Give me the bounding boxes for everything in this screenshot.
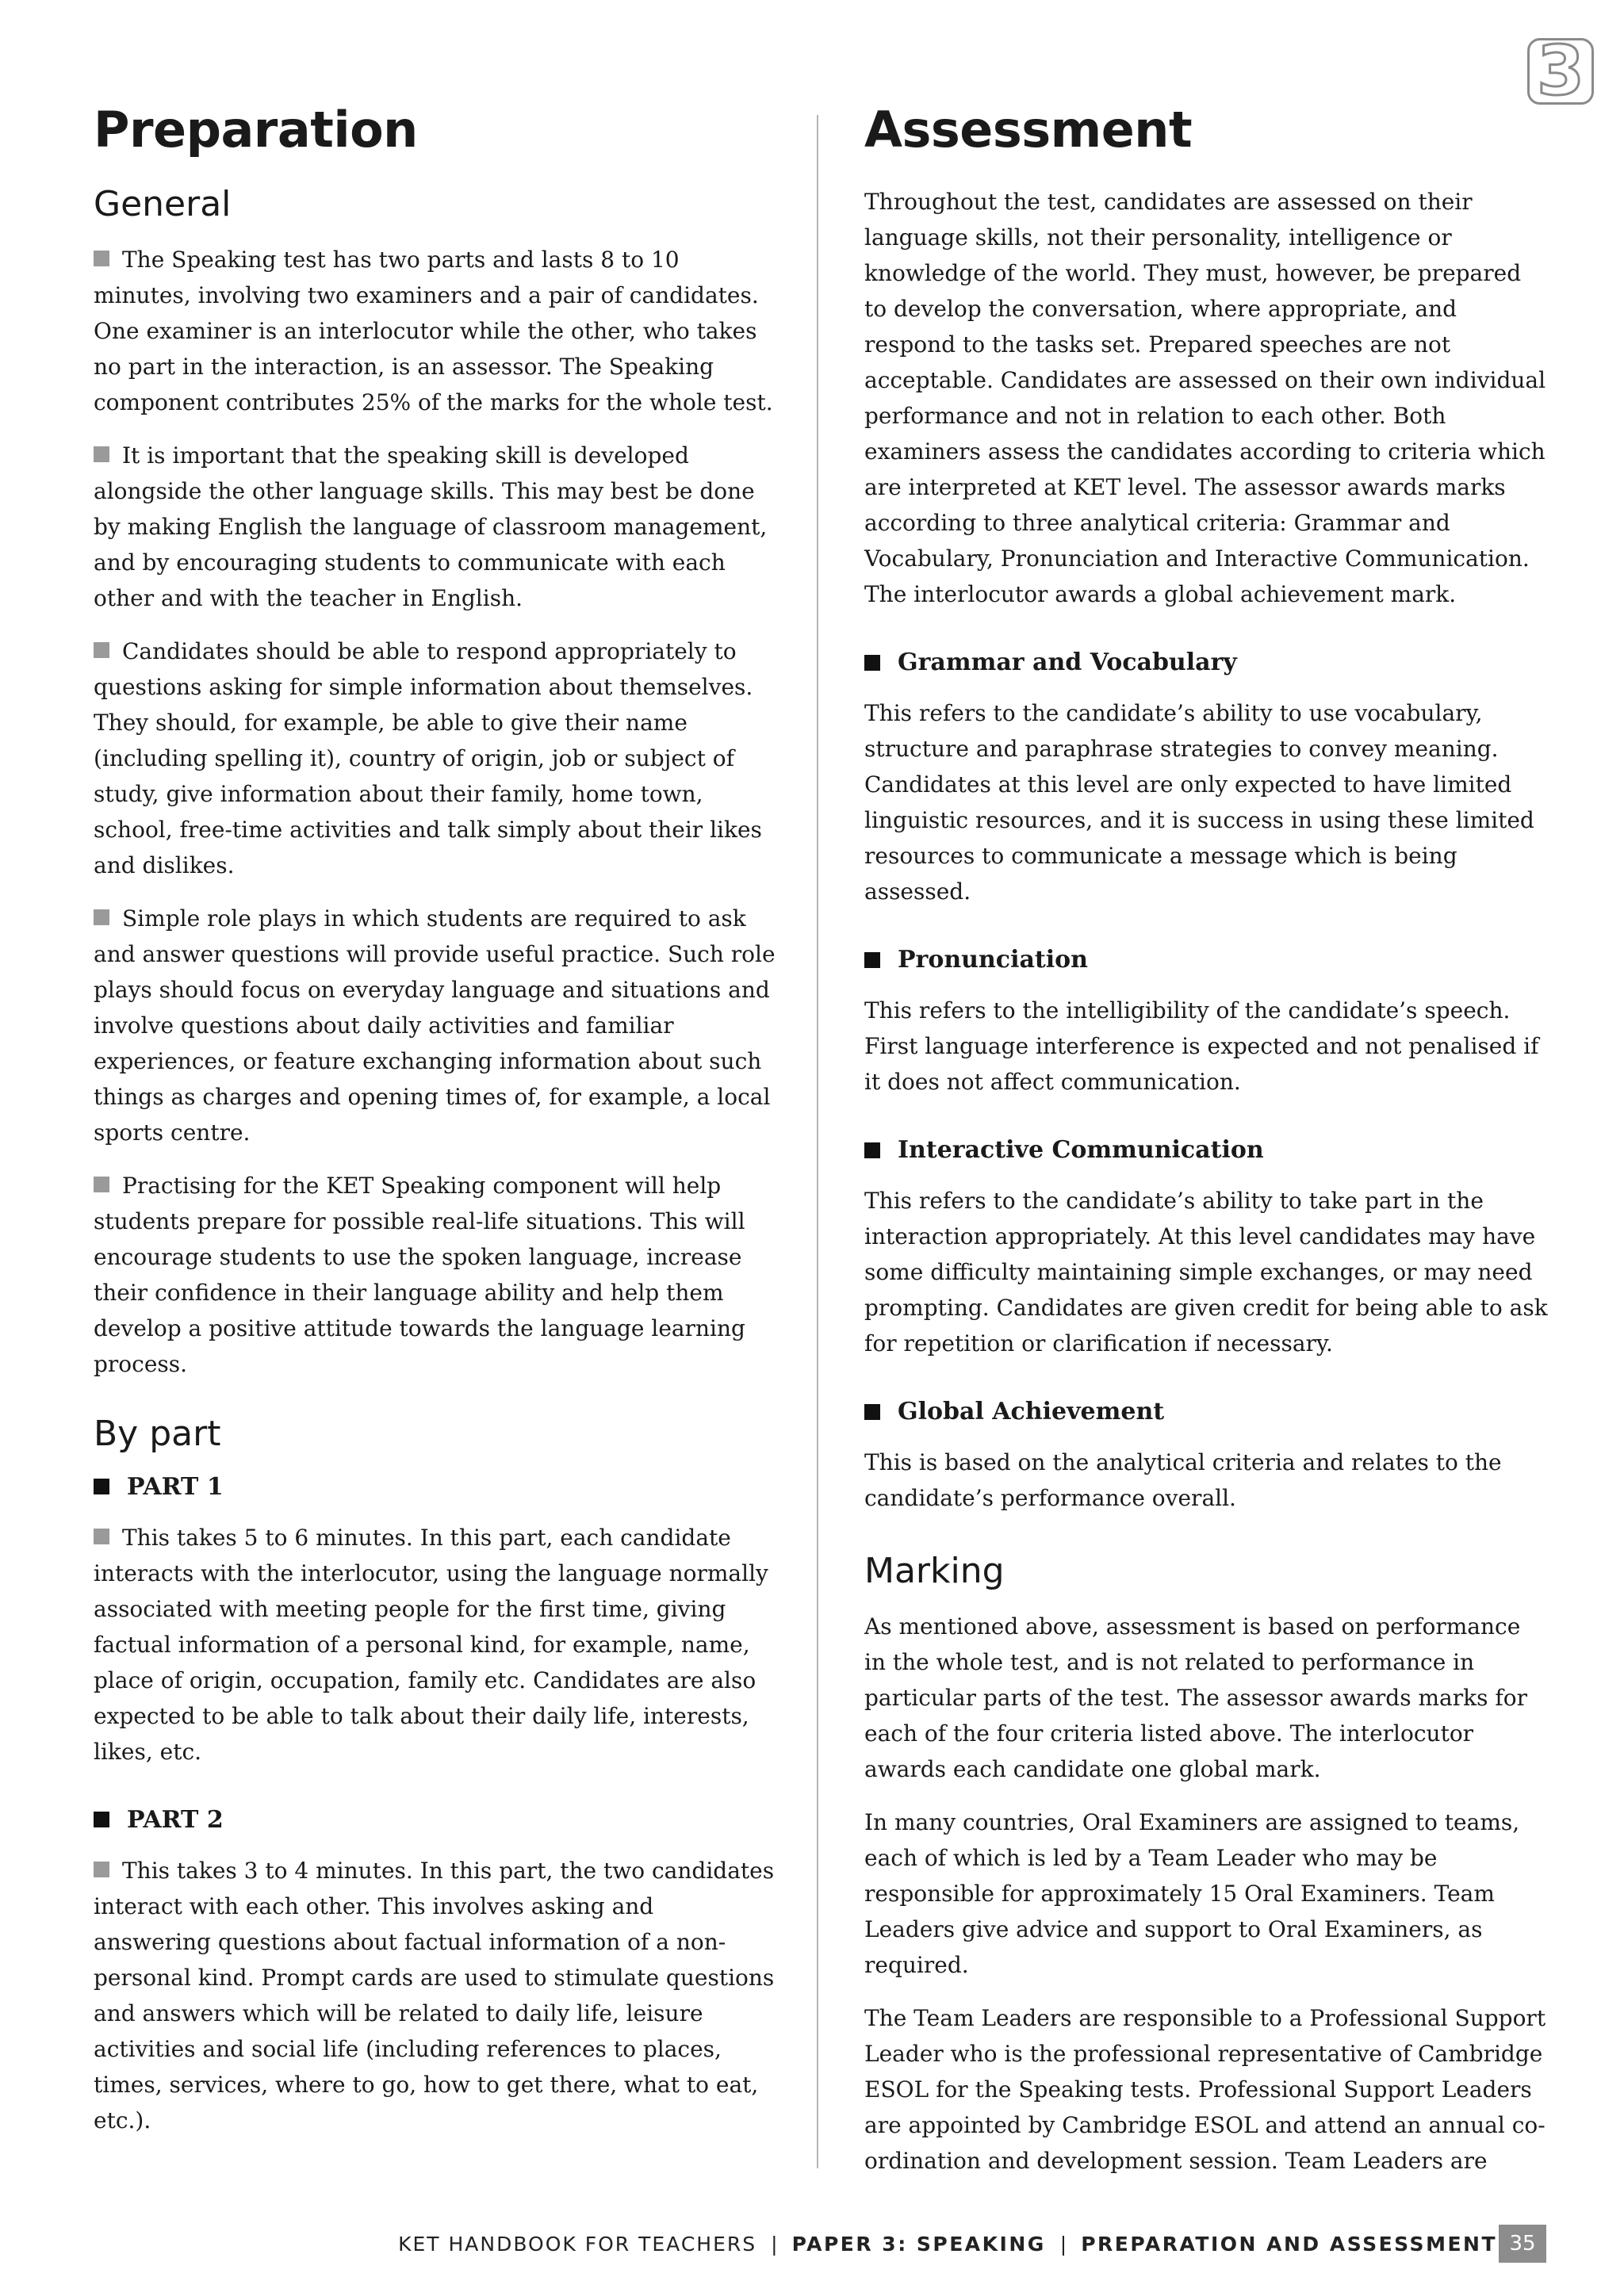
footer-separator: | [1059,2232,1067,2256]
black-square-bullet-icon [94,1812,109,1827]
marking-heading: Marking [864,1551,1005,1592]
general-heading: General [94,184,232,225]
global-heading: Global Achievement [864,1396,1548,1427]
general-paragraph: Candidates should be able to respond appropriately to questions asking for simple information about themselves. They should, for example, be able to give their name (including spelling it), country of origin, job or subject of study, give information about their family, home town, school, free-time activities and talk simply about their likes and dislikes. [94,637,762,878]
assessment-column [864,103,1548,2196]
marking-paragraph: The Team Leaders are responsible to a Professional Support Leader who is the professional representative of Cambridge ESOL for the Speaking tests. Professional Support Leaders are appointed by Cambridge ESOL and attend an annual co-ordination and development session. Team Leaders are [864,2004,1546,2174]
part1-paragraph: This takes 5 to 6 minutes. In this part, each candidate interacts with the interlocutor, using the language normally associated with meeting people for the first time, giving factual information of a personal kind, for example, name, place of origin, occupation, family etc. Candidates are also expected to be able to talk about their daily life, interests, likes, etc. [94,1524,768,1765]
pronunciation-heading: Pronunciation [864,944,1548,975]
black-square-bullet-icon [864,952,880,968]
gray-square-bullet-icon [94,1862,109,1877]
preparation-column [94,103,777,2156]
gray-square-bullet-icon [94,1177,109,1192]
black-square-bullet-icon [864,1404,880,1420]
gray-square-bullet-icon [94,1529,109,1544]
marking-paragraph: As mentioned above, assessment is based on performance in the whole test, and is not related to performance in particular parts of the test. The assessor awards marks for each of the four criteria listed above. The interlocutor awards each candidate one global mark. [864,1613,1527,1782]
gray-square-bullet-icon [94,642,109,658]
page-number: 35 [1499,2225,1546,2263]
general-paragraph: Simple role plays in which students are required to ask and answer questions will provide useful practice. Such role plays should focus on everyday language and situations and involve questions about daily activities and familiar experiences, or feature exchanging information about such things as charges and opening times of, for example, a local sports centre. [94,905,776,1146]
black-square-bullet-icon [864,1142,880,1158]
assessment-title: Assessment [864,101,1193,159]
interactive-heading: Interactive Communication [864,1135,1548,1165]
part2-heading: PART 2 [94,1804,777,1835]
assessment-intro: Throughout the test, candidates are assessed on their language skills, not their personality, intelligence or knowledge of the world. They must, however, be prepared to develop the conversation, where appropriate, and respond to the tasks set. Prepared speeches are not acceptable. Candidates are assessed on their own individual performance and not in relation to each other. Both examiners assess the candidates according to criteria which are interpreted at KET level. The assessor awards marks according to three analytical criteria: Grammar and Vocabulary, Pronunciation and Interactive Communication. The interlocutor awards a global achievement mark. [864,189,1546,608]
by-part-heading: By part [94,1413,221,1454]
footer-handbook-title: KET HANDBOOK FOR TEACHERS [398,2232,757,2256]
grammar-heading: Grammar and Vocabulary [864,647,1548,678]
gray-square-bullet-icon [94,446,109,462]
general-paragraph: Practising for the KET Speaking component will help students prepare for possible real-life situations. This will encourage students to use the spoken language, increase their confidence in their language ability and help them develop a positive attitude towards the language learning process. [94,1172,745,1377]
chapter-number-badge: 3 [1527,38,1594,105]
page-footer [398,2225,1497,2263]
grammar-paragraph: This refers to the candidate’s ability to use vocabulary, structure and paraphrase strategies to convey meaning. Candidates at this level are only expected to have limited linguistic resources, and it is success in using these limited resources to communicate a message which is being assessed. [864,700,1534,905]
black-square-bullet-icon [864,655,880,671]
footer-paper-title: PAPER 3: SPEAKING [791,2232,1046,2256]
interactive-paragraph: This refers to the candidate’s ability to take part in the interaction appropriately. At this level candidates may have some difficulty maintaining simple exchanges, or may need prompting. Candidates are given credit for being able to ask for repetition or clarification if necessary. [864,1188,1548,1357]
global-paragraph: This is based on the analytical criteria and relates to the candidate’s performance overall. [864,1449,1502,1512]
gray-square-bullet-icon [94,251,109,266]
part1-heading: PART 1 [94,1471,777,1502]
preparation-title: Preparation [94,101,418,159]
marking-paragraph: In many countries, Oral Examiners are assigned to teams, each of which is led by a Team Leader who may be responsible for approximately 15 Oral Examiners. Team Leaders give advice and support to Oral Examiners, as required. [864,1808,1520,1978]
column-divider [817,115,818,2168]
general-paragraph: It is important that the speaking skill is developed alongside the other language skills. This may best be done by making English the language of classroom management, and by encouraging students to communicate with each other and with the teacher in English. [94,442,768,611]
footer-separator: | [771,2232,778,2256]
general-paragraph: The Speaking test has two parts and lasts 8 to 10 minutes, involving two examiners and a pair of candidates. One examiner is an interlocutor while the other, who takes no part in the interaction, is an assessor. The Speaking component contributes 25% of the marks for the whole test. [94,246,773,415]
part2-paragraph: This takes 3 to 4 minutes. In this part, the two candidates interact with each other. This involves asking and answering questions about factual information of a non-personal kind. Prompt cards are used to stimulate questions and answers which will be related to daily life, leisure activities and social life (including references to places, times, services, where to go, how to get there, what to eat, etc.). [94,1857,775,2133]
black-square-bullet-icon [94,1479,109,1494]
gray-square-bullet-icon [94,909,109,925]
footer-section-title: PREPARATION AND ASSESSMENT [1081,2232,1497,2256]
pronunciation-paragraph: This refers to the intelligibility of the candidate’s speech. First language interference is expected and not penalised if it does not affect communication. [864,997,1539,1096]
